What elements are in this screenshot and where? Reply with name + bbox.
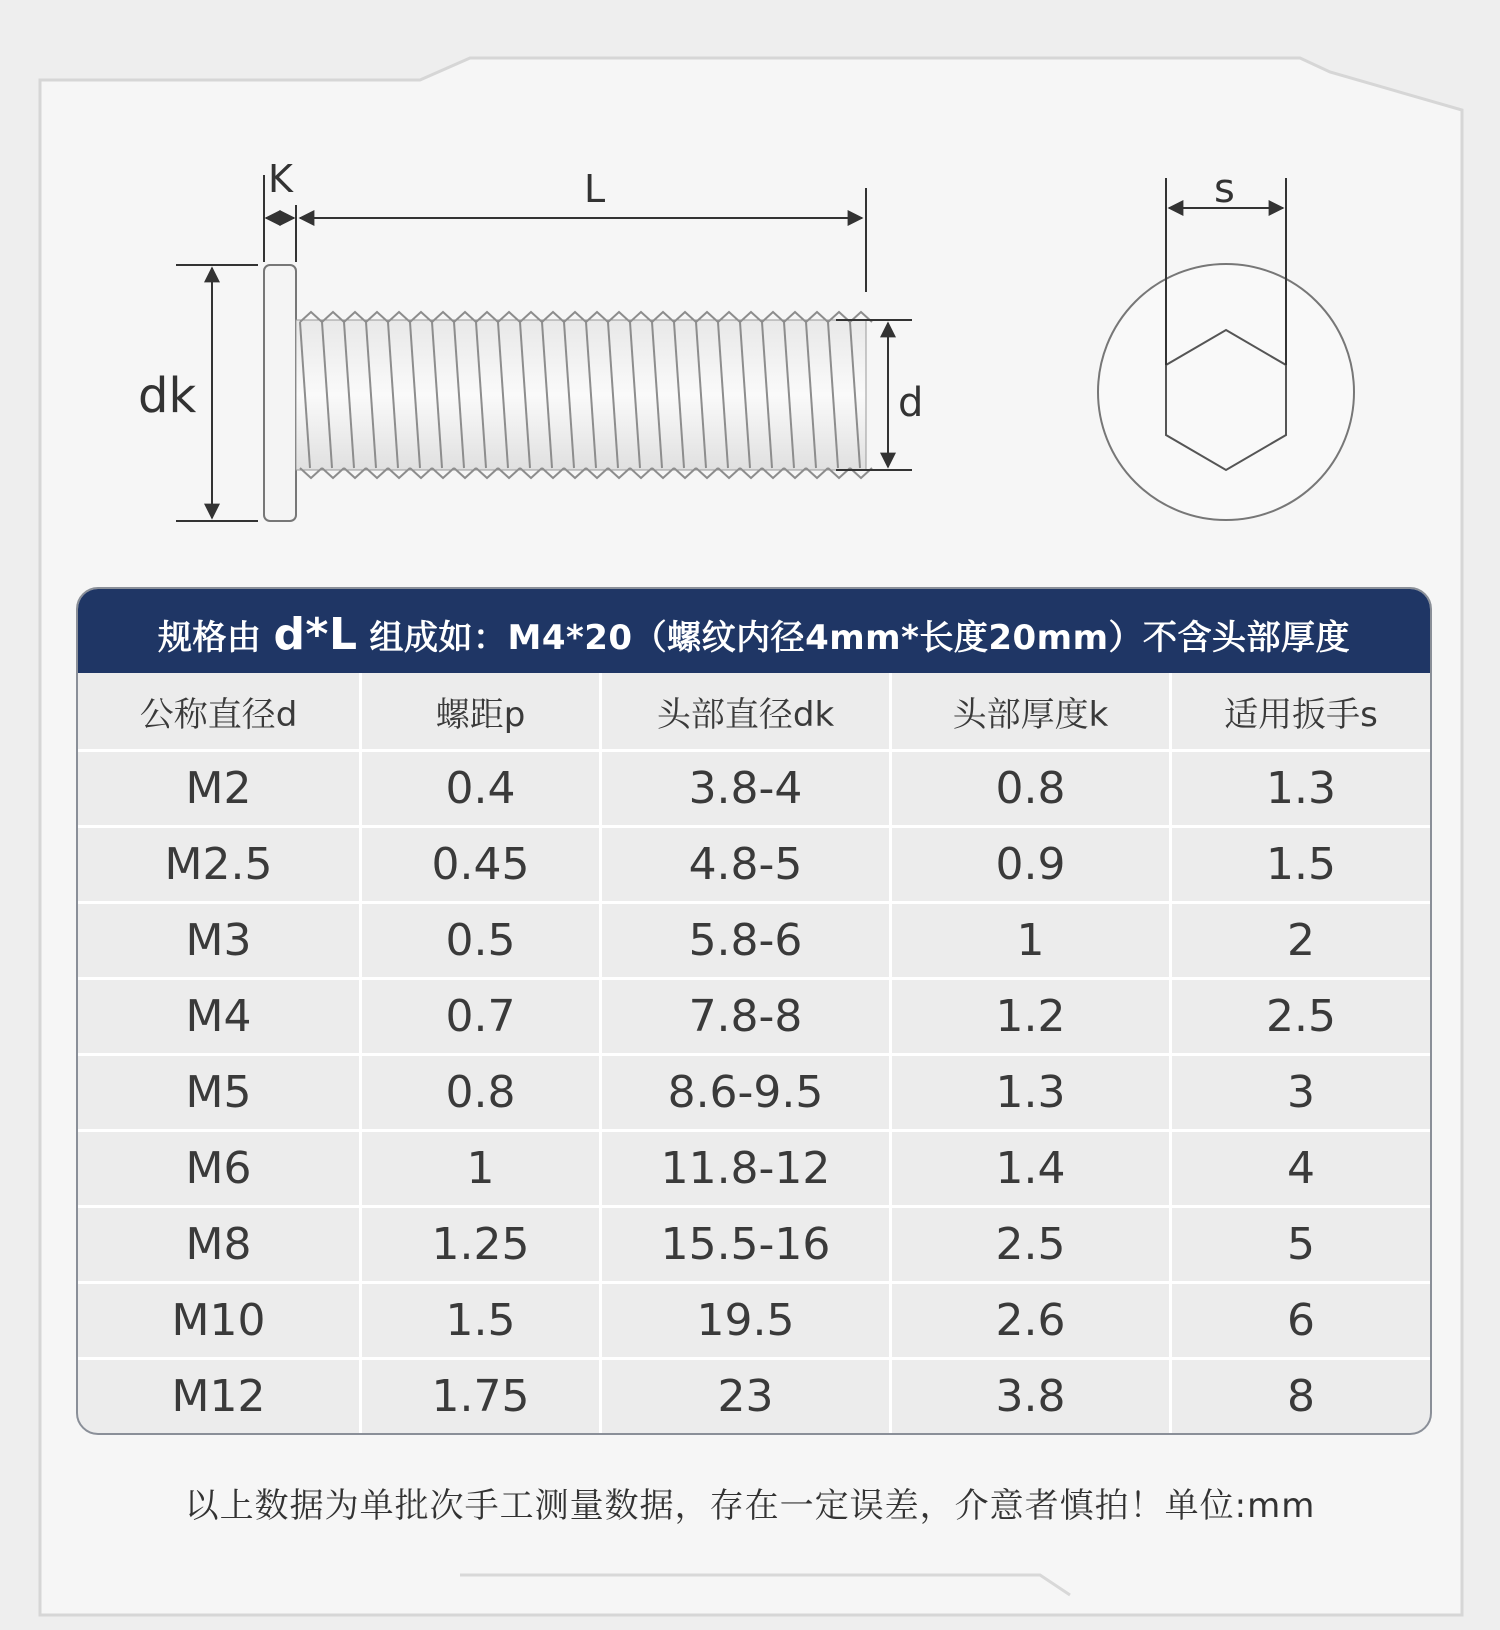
screw-shank <box>296 320 866 470</box>
spec-table <box>76 587 1432 1435</box>
table-cell: M3 <box>78 901 362 977</box>
table-cell: 7.8-8 <box>602 977 892 1053</box>
table-cell: M10 <box>78 1281 362 1357</box>
table-cell: 1.2 <box>892 977 1172 1053</box>
screw-end-view <box>1098 264 1354 520</box>
header-head-thickness: 头部厚度k <box>892 673 1172 749</box>
table-cell: 8.6-9.5 <box>602 1053 892 1129</box>
table-cell: 1 <box>892 901 1172 977</box>
table-cell: 1.5 <box>362 1281 602 1357</box>
table-cell: 0.7 <box>362 977 602 1053</box>
table-cell: 1.3 <box>1172 749 1430 825</box>
dim-label-s: s <box>1214 166 1235 212</box>
table-cell: 3 <box>1172 1053 1430 1129</box>
table-grid <box>78 673 1430 1433</box>
table-cell: 6 <box>1172 1281 1430 1357</box>
dim-label-l: L <box>584 167 606 211</box>
table-cell: 3.8 <box>892 1357 1172 1433</box>
dim-label-d: d <box>898 380 924 426</box>
table-cell: 0.45 <box>362 825 602 901</box>
table-cell: 2.5 <box>1172 977 1430 1053</box>
title-formula: d*L <box>273 608 358 660</box>
table-cell: 2.6 <box>892 1281 1172 1357</box>
table-cell: 4 <box>1172 1129 1430 1205</box>
table-cell: 4.8-5 <box>602 825 892 901</box>
table-cell: 8 <box>1172 1357 1430 1433</box>
table-cell: M12 <box>78 1357 362 1433</box>
table-cell: 0.8 <box>892 749 1172 825</box>
footnote: 以上数据为单批次手工测量数据，存在一定误差，介意者慎拍！单位:mm <box>184 1486 1316 1526</box>
screw-head <box>264 265 296 521</box>
table-cell: 5.8-6 <box>602 901 892 977</box>
table-cell: M4 <box>78 977 362 1053</box>
table-cell: M5 <box>78 1053 362 1129</box>
table-cell: 3.8-4 <box>602 749 892 825</box>
header-head-diameter: 头部直径dk <box>602 673 892 749</box>
title-suffix: 组成如：M4*20（螺纹内径4mm*长度20mm）不含头部厚度 <box>369 617 1351 658</box>
table-cell: 19.5 <box>602 1281 892 1357</box>
table-cell: 0.8 <box>362 1053 602 1129</box>
dim-label-dk: dk <box>138 368 197 424</box>
table-cell: M8 <box>78 1205 362 1281</box>
table-cell: 23 <box>602 1357 892 1433</box>
table-cell: 15.5-16 <box>602 1205 892 1281</box>
table-cell: M2.5 <box>78 825 362 901</box>
table-cell: 1.4 <box>892 1129 1172 1205</box>
table-cell: M2 <box>78 749 362 825</box>
title-prefix: 规格由 <box>157 617 262 658</box>
table-cell: 11.8-12 <box>602 1129 892 1205</box>
header-wrench-size: 适用扳手s <box>1224 694 1378 735</box>
table-cell: 0.9 <box>892 825 1172 901</box>
table-cell: 1.5 <box>1172 825 1430 901</box>
table-cell: 2 <box>1172 901 1430 977</box>
dim-label-k: K <box>268 157 293 201</box>
table-cell: 0.4 <box>362 749 602 825</box>
screw-diagram <box>0 0 1500 580</box>
table-cell: M6 <box>78 1129 362 1205</box>
table-cell: 2.5 <box>892 1205 1172 1281</box>
table-cell: 1.75 <box>362 1357 602 1433</box>
header-nominal-diameter: 公称直径d <box>78 673 362 749</box>
header-pitch: 螺距p <box>362 673 602 749</box>
table-cell: 5 <box>1172 1205 1430 1281</box>
table-cell: 0.5 <box>362 901 602 977</box>
table-title <box>78 589 1430 673</box>
table-cell: 1.25 <box>362 1205 602 1281</box>
table-cell: 1.3 <box>892 1053 1172 1129</box>
table-cell: 1 <box>362 1129 602 1205</box>
